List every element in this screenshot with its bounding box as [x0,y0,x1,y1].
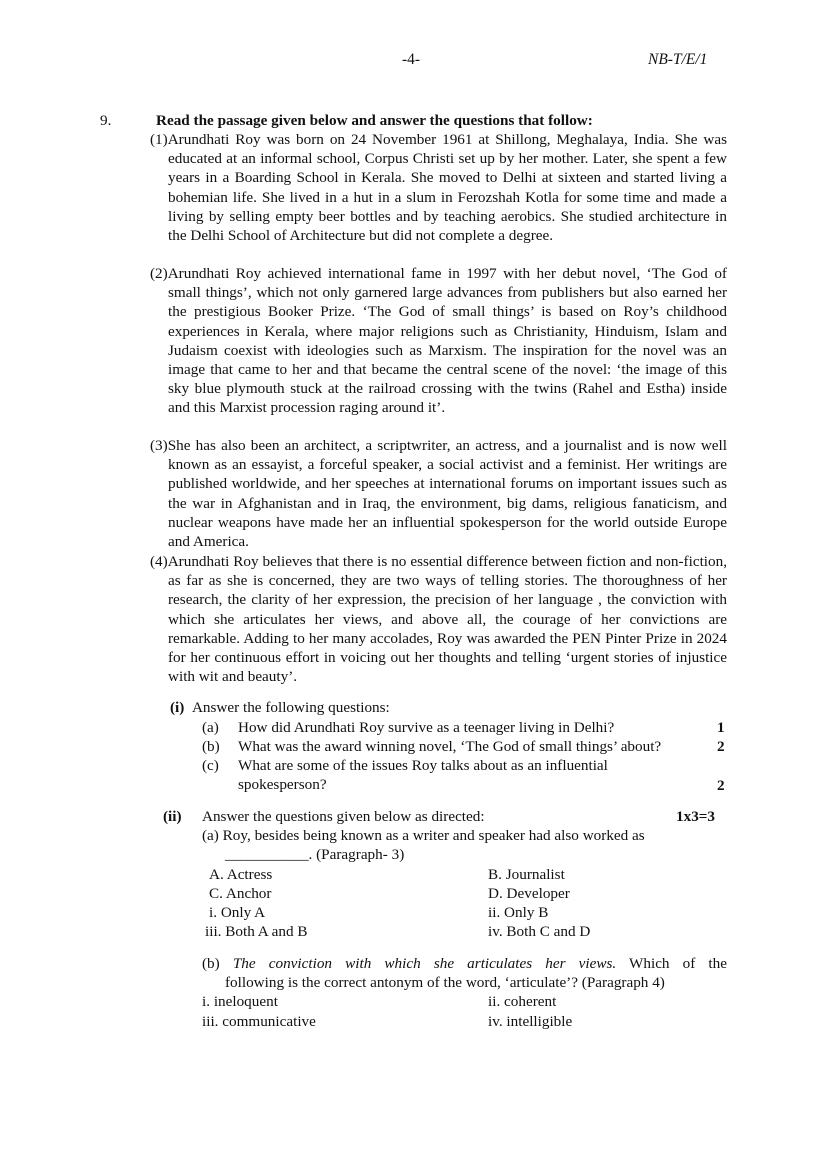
question-title: Read the passage given below and answer the questions that follow: [156,112,593,129]
marks: 2 [717,777,725,794]
mcq-option: iv. Both C and D [488,923,591,940]
marks: 2 [717,738,725,755]
mcq-a-question: (a) Roy, besides being known as a writer and speaker had also worked as [202,827,645,844]
sub-question-text: What was the award winning novel, ‘The God of small things’ about? [238,738,662,755]
part-ii-instruction: Answer the questions given below as directed: [202,808,485,825]
mcq-b-question: (b) The conviction with which she articulates her views. Which of the [202,955,727,972]
question-number: 9. [100,112,112,129]
mcq-option: A. Actress [209,866,273,883]
part-i-label: (i) [170,699,185,716]
document-code: NB-T/E/1 [648,51,708,68]
mcq-option: iii. Both A and B [205,923,308,940]
passage-paragraph-2 [150,264,727,418]
part-i-instruction: Answer the following questions: [191,699,390,716]
sub-question-label: (a) [202,719,219,736]
mcq-option: B. Journalist [488,866,565,883]
sub-question-text: How did Arundhati Roy survive as a teenager living in Delhi? [238,719,615,736]
part-ii-label: (ii) [163,808,182,825]
mcq-option: iii. communicative [202,1013,316,1030]
paragraph-number: (2) [150,265,168,282]
mcq-a-question-continued: ___________. (Paragraph- 3) [225,846,405,863]
passage-paragraph-1 [150,130,727,245]
sub-question-text: What are some of the issues Roy talks about as an influential [238,757,608,774]
page-number: -4- [402,51,421,68]
sub-question-label: (b) [202,738,220,755]
paragraph-text: Arundhati Roy believes that there is no essential difference between fiction and non-fiction, as far as she is concerned, they are two ways of telling stories. The thoroughness of her research, the clarity of her expression, the precision of her language , the conviction with which she articulates her views, and above all, the courage of her convictions are remarkable. Adding to her many accolades, Roy was awarded the PEN Pinter Prize in 2024 for her continuous effort in voicing out her thoughts and telling ‘urgent stories of injustice with wit and beauty’. [167,553,727,686]
quoted-sentence: The conviction with which she articulates her views. [232,955,617,972]
marks: 1 [717,719,725,736]
mcq-option: i. Only A [209,904,266,921]
paragraph-number: (1) [150,131,168,148]
mcq-option: C. Anchor [209,885,272,902]
sub-question-label: (c) [202,757,219,774]
passage-paragraph-3 [150,436,727,551]
paragraph-number: (4) [150,553,168,570]
part-i-header [170,698,390,717]
mcq-option: i. ineloquent [202,993,278,1010]
paragraph-text: Arundhati Roy was born on 24 November 1961 at Shillong, Meghalaya, India. She was educated at an informal school, Corpus Christi set up by her mother. Later, she spent a few years in a Boarding School in Kerala. She moved to Delhi at sixteen and started living a bohemian life. She lived in a hut in a slum in Ferozshah Kotla for some time and made a living by selling empty beer bottles and by teaching aerobics. She studied architecture in the Delhi School of Architecture but did not complete a degree. [167,131,727,245]
paragraph-text: She has also been an architect, a scriptwriter, an actress, and a journalist and is now well known as an essayist, a forceful speaker, a social activist and a feminist. Her writings are published worldwide, and her speeches at international forums on important issues such as the war in Afghanistan and in Iraq, the environment, big dams, religious fanaticism, and nuclear weapons have made her an influential spokesperson for the world outside Europe and America. [167,437,727,551]
paragraph-text: Arundhati Roy achieved international fame in 1997 with her debut novel, ‘The God of small things’, which not only garnered large advances from publishers but also earned her the prestigious Booker Prize. ‘The God of small things’ is based on Roy’s childhood experiences in Kerala, where major religions such as Christianity, Hinduism, Islam and Judaism coexist with ideologies such as Marxism. The inspiration for the novel was an image that came to her and that became the central scene of the novel: ‘the image of this sky blue plymouth stuck at the railroad crossing with the twins (Rahel and Estha) inside and this Marxist procession raging around it’. [167,265,727,417]
mcq-option: ii. coherent [488,993,557,1010]
mcq-option: iv. intelligible [488,1013,573,1030]
mcq-b-question-continued: following is the correct antonym of the word, ‘articulate’? (Paragraph 4) [225,974,665,991]
mcq-option: D. Developer [488,885,570,902]
passage-paragraph-4 [150,552,727,686]
marks: 1x3=3 [676,808,716,825]
mcq-option: ii. Only B [488,904,549,921]
paragraph-number: (3) [150,437,168,454]
sub-question-text-continued: spokesperson? [238,776,327,793]
